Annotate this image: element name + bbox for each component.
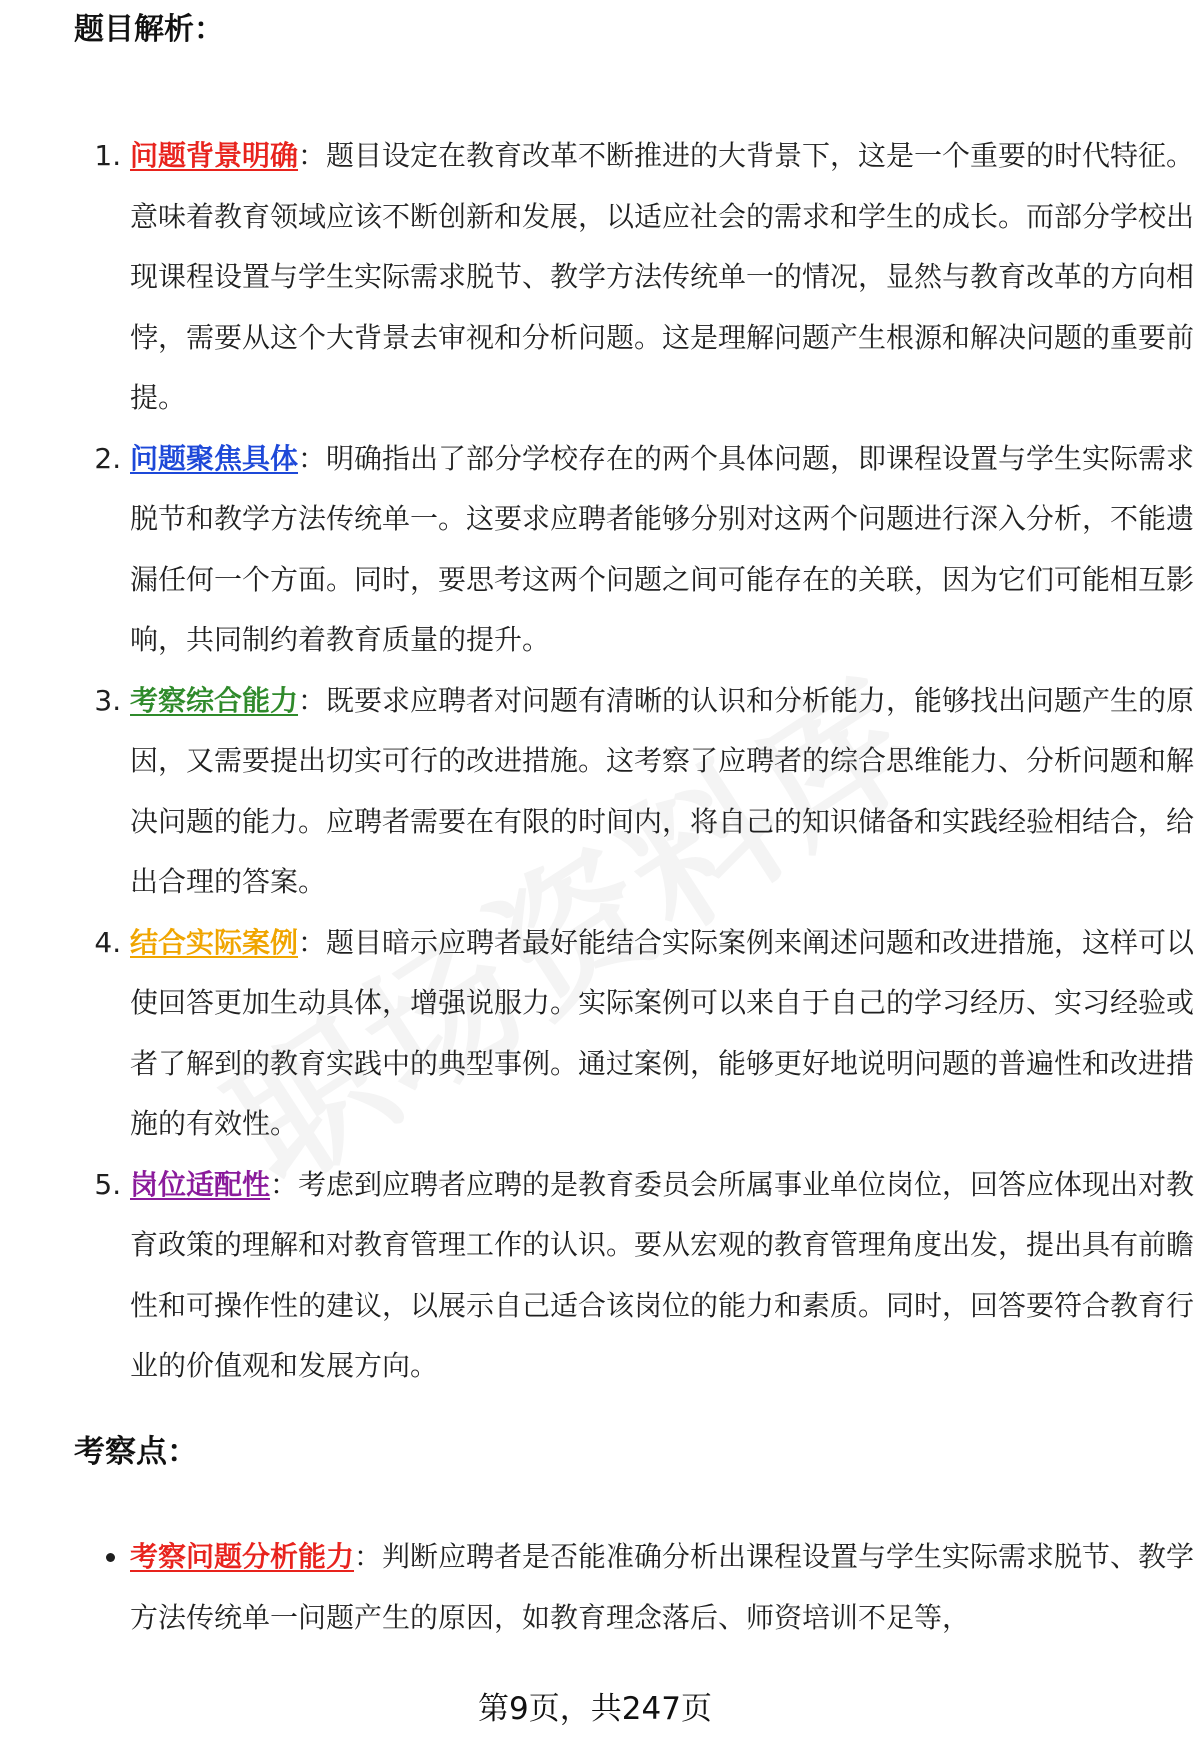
analysis-text: 既要求应聘者对问题有清晰的认识和分析能力，能够找出问题产生的原因，又需要提出切实可行的改进措施。这考察了应聘者的综合思维能力、分析问题和解决问题的能力。应聘者需要在有限的时间内，将自己的知识储备和实践经验相结合，给出合理的答案。	[130, 683, 1195, 898]
analysis-keyword: 问题聚焦具体	[130, 441, 299, 475]
keyword-separator: ：	[298, 683, 327, 717]
assessment-points-list	[86, 1527, 1200, 1648]
analysis-keyword: 岗位适配性	[130, 1167, 271, 1201]
analysis-text: 考虑到应聘者应聘的是教育委员会所属事业单位岗位，回答应体现出对教育政策的理解和对教育管理工作的认识。要从宏观的教育管理角度出发，提出具有前瞻性和可操作性的建议，以展示自己适合该岗位的能力和素质。同时，回答要符合教育行业的价值观和发展方向。	[130, 1167, 1195, 1382]
analysis-item	[130, 671, 1200, 913]
analysis-text: 题目设定在教育改革不断推进的大背景下，这是一个重要的时代特征。意味着教育领域应该不断创新和发展，以适应社会的需求和学生的成长。而部分学校出现课程设置与学生实际需求脱节、教学方法传统单一的情况，显然与教育改革的方向相悖，需要从这个大背景去审视和分析问题。这是理解问题产生根源和解决问题的重要前提。	[130, 139, 1195, 414]
assessment-point	[130, 1527, 1200, 1648]
point-text: 判断应聘者是否能准确分析出课程设置与学生实际需求脱节、教学方法传统单一问题产生的原因，如教育理念落后、师资培训不足等，	[130, 1540, 1195, 1634]
page-number-footer: 第9页，共247页	[478, 1691, 712, 1727]
analysis-keyword: 问题背景明确	[130, 139, 299, 172]
analysis-keyword: 考察综合能力	[130, 683, 299, 717]
analysis-item	[130, 1155, 1200, 1397]
section-heading-assessment-points: 考察点：	[74, 1434, 198, 1470]
keyword-separator: ：	[298, 925, 327, 959]
analysis-item	[130, 126, 1200, 429]
point-keyword: 考察问题分析能力	[130, 1540, 355, 1573]
analysis-list	[86, 126, 1200, 1397]
keyword-separator: ：	[270, 1167, 299, 1201]
keyword-separator: ：	[354, 1540, 383, 1573]
analysis-text: 题目暗示应聘者最好能结合实际案例来阐述问题和改进措施，这样可以使回答更加生动具体，增强说服力。实际案例可以来自于自己的学习经历、实习经验或者了解到的教育实践中的典型事例。通过案例，能够更好地说明问题的普遍性和改进措施的有效性。	[130, 925, 1195, 1140]
analysis-item	[130, 429, 1200, 671]
keyword-separator: ：	[298, 441, 327, 475]
keyword-separator: ：	[298, 139, 327, 172]
analysis-item	[130, 913, 1200, 1155]
analysis-keyword: 结合实际案例	[130, 925, 299, 959]
section-heading-cut-off	[74, 12, 224, 72]
analysis-text: 明确指出了部分学校存在的两个具体问题，即课程设置与学生实际需求脱节和教学方法传统单一。这要求应聘者能够分别对这两个问题进行深入分析，不能遗漏任何一个方面。同时，要思考这两个问题之间可能存在的关联，因为它们可能相互影响，共同制约着教育质量的提升。	[130, 441, 1195, 656]
section-heading-text: 题目解析：	[74, 12, 224, 47]
